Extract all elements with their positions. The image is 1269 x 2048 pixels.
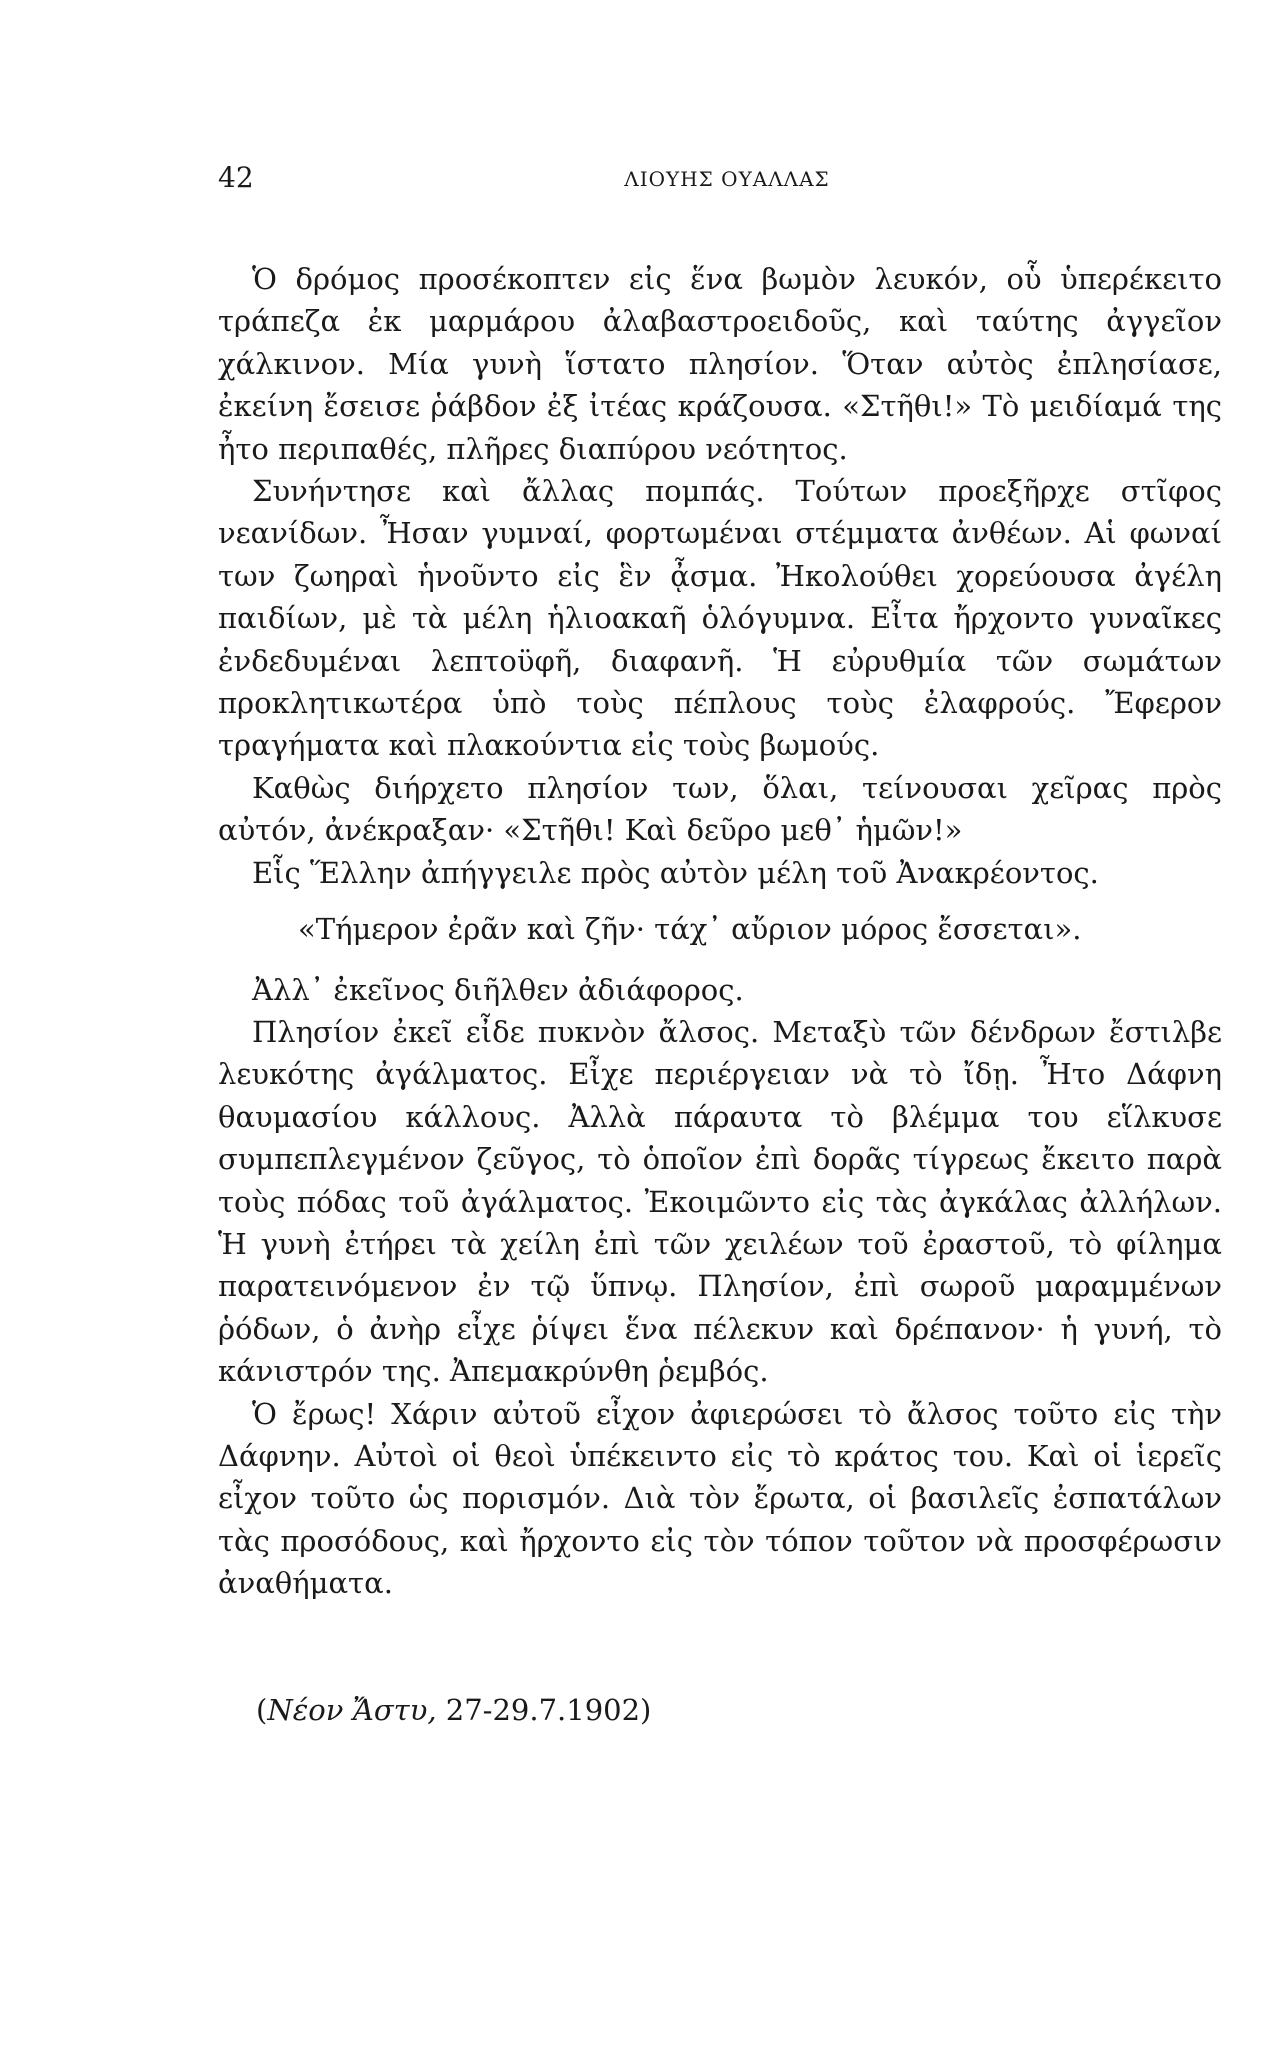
page-header xyxy=(218,160,1236,200)
paragraph: Ὁ δρόμος προσέκοπτεν εἰς ἕνα βωμὸν λευκόν, οὗ ὑπερέκειτο τράπεζα ἐκ μαρμάρου ἀλαβαστροειδοῦς, καὶ ταύτης ἀγγεῖον χάλκινον. Μία γυνὴ ἵστατο πλησίον. Ὅταν αὐτὸς ἐπλησίασε, ἐκείνη ἔσεισε ῥάβδον ἐξ ἰτέας κράζουσα. «Στῆθι!» Τὸ μειδίαμά της ἦτο περιπαθές, πλῆρες διαπύρου νεότητος. xyxy=(218,262,1222,466)
source-title: Νέον Ἄστυ, xyxy=(267,1693,437,1727)
body-text xyxy=(218,258,1222,1605)
paragraph: Ὁ ἔρως! Χάριν αὐτοῦ εἶχον ἀφιερώσει τὸ ἄλσος τοῦτο εἰς τὴν Δάφνην. Αὐτοὶ οἱ θεοὶ ὑπέκειντο εἰς τὸ κράτος του. Καὶ οἱ ἱερεῖς εἶχον τοῦτο ὡς πορισμόν. Διὰ τὸν ἔρωτα, οἱ βασιλεῖς ἐσπατάλων τὰς προσόδους, καὶ ἤρχοντο εἰς τὸν τόπον τοῦτον νὰ προσφέρωσιν ἀναθήματα. xyxy=(218,1396,1222,1601)
running-head: ΛΙΟΥΗΣ ΟΥΑΛΛΑΣ xyxy=(624,167,830,191)
source-date: 27-29.7.1902) xyxy=(436,1693,652,1727)
source-citation xyxy=(256,1690,651,1730)
paragraph: Ἀλλ᾽ ἐκεῖνος διῆλθεν ἀδιάφορος. xyxy=(252,972,744,1007)
paragraph: Καθὼς διήρχετο πλησίον των, ὅλαι, τείνουσαι χεῖρας πρὸς αὐτόν, ἀνέκραξαν· «Στῆθι! Καὶ δεῦρο μεθ᾽ ἡμῶν!» xyxy=(218,770,1222,848)
source-open-paren: ( xyxy=(256,1693,268,1727)
paragraph: Εἷς Ἕλλην ἀπήγγειλε πρὸς αὐτὸν μέλη τοῦ Ἀνακρέοντος. xyxy=(252,855,1099,890)
paragraph: Συνήντησε καὶ ἄλλας πομπάς. Τούτων προεξῆρχε στῖφος νεανίδων. Ἦσαν γυμναί, φορτωμέναι στέμματα ἀνθέων. Αἱ φωναί των ζωηραὶ ἡνοῦντο εἰς ἓν ᾆσμα. Ἠκολούθει χορεύουσα ἀγέλη παιδίων, μὲ τὰ μέλη ἡλιοακαῆ ὁλόγυμνα. Εἶτα ἤρχοντο γυναῖκες ἐνδεδυμέναι λεπτοϋφῆ, διαφανῆ. Ἡ εὐρυθμία τῶν σωμάτων προκλητικωτέρα ὑπὸ τοὺς πέπλους τοὺς ἐλαφρούς. Ἔφερον τραγήματα καὶ πλακούντια εἰς τοὺς βωμούς. xyxy=(218,474,1222,763)
verse-quote: «Τήμερον ἐρᾶν καὶ ζῆν· τάχ᾽ αὔριον μόρος ἔσσεται». xyxy=(298,912,1082,947)
paragraph: Πλησίον ἐκεῖ εἶδε πυκνὸν ἄλσος. Μεταξὺ τῶν δένδρων ἔστιλβε λευκότης ἀγάλματος. Εἶχε περιέργειαν νὰ τὸ ἴδῃ. Ἦτο Δάφνη θαυμασίου κάλλους. Ἀλλὰ πάραυτα τὸ βλέμμα του εἵλκυσε συμπεπλεγμένον ζεῦγος, τὸ ὁποῖον ἐπὶ δορᾶς τίγρεως ἔκειτο παρὰ τοὺς πόδας τοῦ ἀγάλματος. Ἐκοιμῶντο εἰς τὰς ἀγκάλας ἀλλήλων. Ἡ γυνὴ ἐτήρει τὰ χείλη ἐπὶ τῶν χειλέων τοῦ ἐραστοῦ, τὸ φίλημα παρατεινόμενον ἐν τῷ ὕπνῳ. Πλησίον, ἐπὶ σωροῦ μαραμμένων ῥόδων, ὁ ἀνὴρ εἶχε ῥίψει ἕνα πέλεκυν καὶ δρέπανον· ἡ γυνή, τὸ κάνιστρόν της. Ἀπεμακρύνθη ῥεμβός. xyxy=(218,1014,1222,1389)
page-number: 42 xyxy=(218,161,254,194)
